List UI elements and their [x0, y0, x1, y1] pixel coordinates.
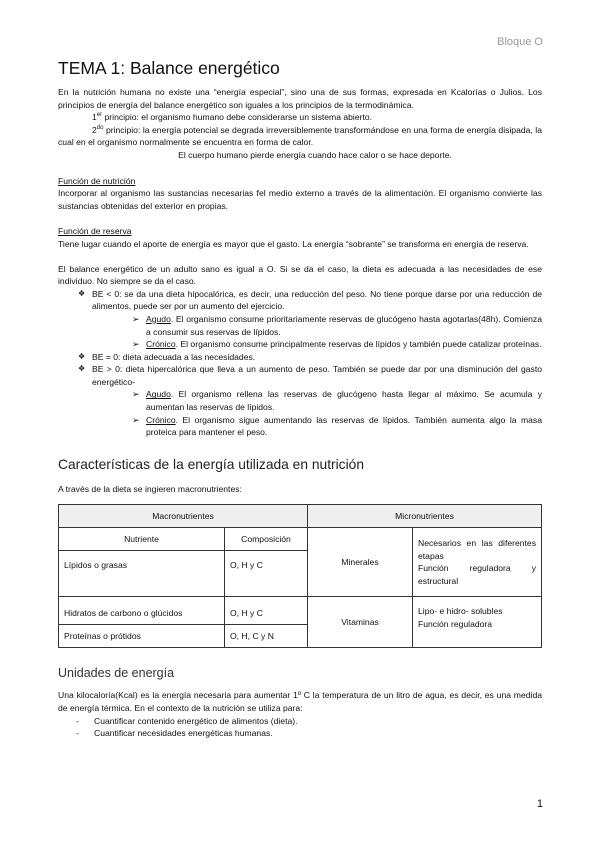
lipids-composition: O, H y C	[225, 551, 308, 597]
nutrition-function-text: Incorporar al organismo las sustancias necesarias fel medio externo a través de la alimentación. El organismo convierte las sustancias obtenidas del exterior en propias.	[58, 188, 542, 211]
vitamins-detail-1: Lipo- e hidro- solubles	[418, 606, 503, 617]
list-item: - Cuantificar contenido energético de alimentos (dieta).	[76, 715, 542, 728]
first-principle	[58, 111, 542, 124]
vitamins-cell: Vitaminas	[308, 597, 413, 648]
negative-balance-text: BE < 0: se da una dieta hipocalórica, es decir, una reducción del peso. No tiene porque darse por una reducción de alimentos, puede ser por un aumento del ejercicio.	[92, 288, 542, 312]
carbohydrates-name: Hidratos de carbono o glúcidos	[59, 597, 225, 625]
balance-list	[58, 288, 542, 439]
minerals-detail-1: Necesarios en las diferentes etapas	[418, 538, 536, 561]
positive-balance-sublist	[92, 388, 542, 438]
list-item	[78, 363, 542, 439]
chronic-text: . El organismo consume principalmente reservas de lípidos y también puede catalizar proteínas.	[175, 339, 542, 350]
composition-column-header: Composición	[225, 528, 308, 551]
second-principle-text: principio: la energía potencial se degrada irreversiblemente transformándose en una forma de energía disipada, la cual en el organismo normalmente se encuentra en forma de calor.	[58, 124, 542, 148]
acute-text: . El organismo rellena las reservas de glucógeno hasta llegar al máximo. Se acumula y aumentan las reservas de lípidos.	[146, 389, 542, 413]
acute-label: Agudo	[146, 389, 171, 400]
micronutrients-header: Micronutrientes	[308, 505, 542, 528]
proteins-composition: O, H, C y N	[225, 625, 308, 648]
minerals-cell: Minerales	[308, 528, 413, 597]
carbohydrates-composition: O, H y C	[225, 597, 308, 625]
list-item	[132, 313, 542, 338]
nutrient-column-header: Nutriente	[59, 528, 225, 551]
energy-units-list	[58, 715, 542, 740]
nutrition-function-title: Función de nutrición	[58, 175, 136, 186]
lipids-name: Lípidos o grasas	[59, 551, 225, 597]
balance-intro: El balance energético de un adulto sano es igual a O. Si se da el caso, la dieta es adecuada a las necesidades de ese individuo. No siempre se da el caso.	[58, 263, 542, 287]
first-principle-number: 1	[92, 112, 97, 123]
second-principle	[58, 124, 542, 149]
vitamins-detail-2: Función reguladora	[418, 619, 493, 630]
proteins-name: Proteínas o prótidos	[59, 625, 225, 648]
block-label: Bloque O	[497, 36, 543, 48]
characteristics-subtitle: A través de la dieta se ingieren macronutrientes:	[58, 483, 242, 494]
first-principle-text: principio: el organismo humano debe considerarse un sistema abierto.	[102, 112, 373, 123]
chronic-label: Crónico	[146, 339, 176, 350]
heat-loss-note: El cuerpo humano pierde energía cuando hace calor o se hace deporte.	[178, 149, 452, 160]
reserve-function-title: Función de reserva	[58, 226, 132, 237]
second-principle-number: 2	[92, 124, 97, 135]
macronutrients-header: Macronutrientes	[59, 505, 308, 528]
page-content	[58, 58, 542, 740]
second-principle-suffix: do	[96, 124, 104, 131]
list-item: - Cuantificar necesidades energéticas humanas.	[76, 727, 542, 740]
list-item	[78, 351, 542, 364]
list-item	[132, 388, 542, 413]
vitamins-description	[413, 597, 542, 648]
acute-text: . El organismo consume prioritariamente reservas de glucógeno hasta agotarlas(48h). Comienza a consumir sus reservas de lípidos.	[146, 313, 542, 337]
intro-paragraph: En la nutrición humana no existe una “energía especial”, sino una de sus formas, expresada en Kcalorías o Julios. Los principios de energía del balance energético son iguales a los principios de la termodinámica.	[58, 87, 542, 110]
negative-balance-sublist	[92, 313, 542, 351]
page-title: TEMA 1: Balance energético	[58, 58, 280, 78]
page-number: 1	[536, 798, 543, 810]
characteristics-heading: Características de la energía utilizada en nutrición	[58, 456, 364, 472]
minerals-detail-2: Función reguladora y estructural	[418, 563, 536, 587]
nutrients-table	[58, 504, 542, 648]
list-item	[78, 288, 542, 351]
chronic-label: Crónico	[146, 414, 176, 425]
minerals-description	[413, 528, 542, 597]
zero-balance-text: BE = 0: dieta adecuada a las necesidades.	[92, 351, 256, 362]
acute-label: Agudo	[146, 313, 171, 324]
chronic-text: . El organismo sigue aumentando las reservas de lípidos. También aumenta algo la masa proteica para mantener el peso.	[146, 414, 542, 438]
energy-units-text: Una kilocaloría(Kcal) es la energía necesaria para aumentar 1º C la temperatura de un litro de agua, es decir, es una medida de energía térmica. En el contexto de la nutrición se utiliza para:	[58, 690, 542, 714]
list-item	[132, 338, 542, 351]
reserve-function-text: Tiene lugar cuando el aporte de energía es mayor que el gasto. La energía “sobrante” se transforma en energía de reserva.	[58, 238, 529, 249]
energy-units-heading: Unidades de energía	[58, 666, 175, 681]
first-principle-suffix: er	[96, 112, 103, 119]
list-item	[132, 414, 542, 439]
positive-balance-text: BE > 0: dieta hipercalórica que lleva a un aumento de peso. También se puede dar por una disminución del gasto energético-	[92, 364, 542, 387]
